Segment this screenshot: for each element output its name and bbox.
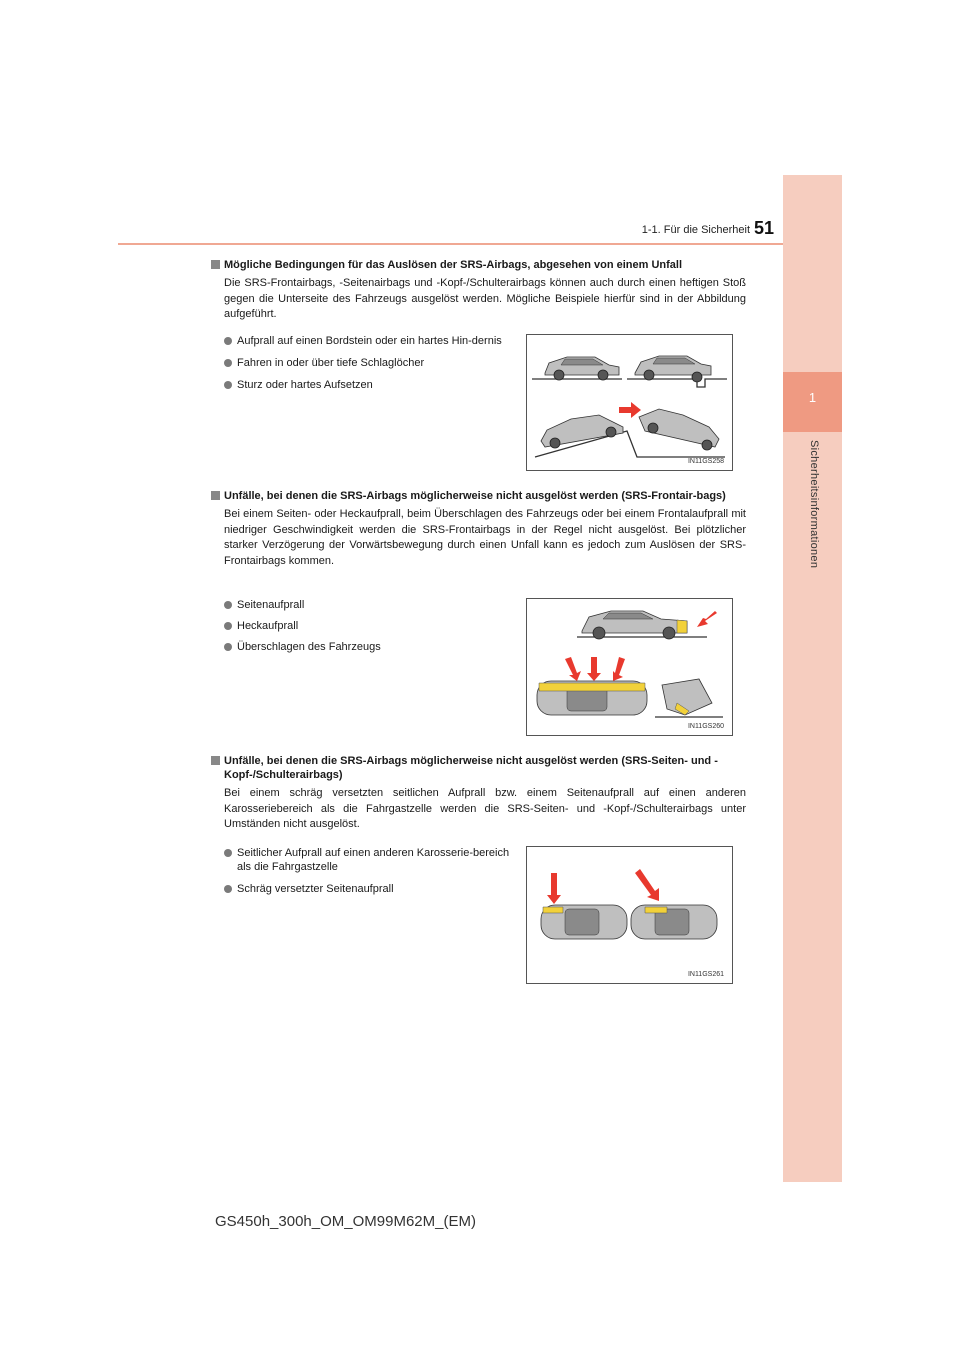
section-3-bullets (224, 846, 524, 904)
section-1-heading: Mögliche Bedingungen für das Auslösen der SRS-Airbags, abgesehen von einem Unfall (211, 258, 746, 272)
list-item: Heckaufprall (224, 619, 524, 633)
section-2-heading: Unfälle, bei denen die SRS-Airbags möglicherweise nicht ausgelöst werden (SRS-Frontair-bags) (211, 489, 746, 503)
no-sideairbag-illustration (527, 847, 732, 983)
car-rollover-icon (655, 679, 723, 717)
car-side-impact-icon (537, 657, 647, 715)
figure-no-frontairbag (526, 598, 733, 736)
figure-underbody-impact (526, 334, 733, 471)
section-2-text: Bei einem Seiten- oder Heckaufprall, beim Überschlagen des Fahrzeugs oder bei einem Frontalaufprall mit niedriger Geschwindigkeit werden die SRS-Frontairbags in der Regel nicht ausgelöst. Bei plötzlicher starker Verzögerung der Vorwärtsbewegung durch einen Unfall kann es jedoch zum Auslösen der SRS-Frontairbags kommen. (224, 508, 746, 567)
bullet-dot-icon (224, 885, 232, 893)
square-bullet-icon (211, 260, 220, 269)
document-footer: GS450h_300h_OM_OM99M62M_(EM) (215, 1213, 476, 1230)
figure-code: IN11GS260 (687, 723, 724, 730)
section-2-bullets (224, 598, 524, 662)
section-1-text: Die SRS-Frontairbags, -Seitenairbags und -Kopf-/Schulterairbags können auch durch einen heftigen Stoß gegen die Unterseite des Fahrzeugs ausgelöst werden. Mögliche Beispiele hierfür sind in der Abbildung aufgeführt. (224, 277, 746, 320)
no-frontairbag-illustration (527, 599, 732, 735)
section-3-heading: Unfälle, bei denen die SRS-Airbags möglicherweise nicht ausgelöst werden (SRS-Seiten- und -Kopf-/Schulterairbags) (211, 754, 746, 782)
section-1 (211, 258, 746, 323)
bullet-dot-icon (224, 601, 232, 609)
car-curb-icon (532, 357, 622, 380)
square-bullet-icon (211, 756, 220, 765)
list-item: Sturz oder hartes Aufsetzen (224, 378, 524, 392)
bullet-dot-icon (224, 359, 232, 367)
section-header: 1-1. Für die Sicherheit (641, 224, 750, 236)
square-bullet-icon (211, 491, 220, 500)
list-item: Seitlicher Aufprall auf einen anderen Karosserie-bereich als die Fahrgastzelle (224, 846, 517, 874)
chapter-number: 1 (808, 390, 817, 405)
section-1-bullets (224, 334, 524, 400)
list-item: Seitenaufprall (224, 598, 524, 612)
bullet-dot-icon (224, 622, 232, 630)
underbody-impact-illustration (527, 335, 732, 470)
car-side-offset-impact-icon (541, 873, 627, 939)
list-item: Aufprall auf einen Bordstein oder ein hartes Hin-dernis (224, 334, 517, 348)
chapter-side-strip (783, 175, 842, 1182)
figure-code: IN11GS261 (687, 971, 724, 978)
list-item: Fahren in oder über tiefe Schlaglöcher (224, 356, 524, 370)
header-divider (118, 243, 783, 245)
list-item: Überschlagen des Fahrzeugs (224, 640, 524, 654)
section-2 (211, 489, 746, 569)
bullet-dot-icon (224, 381, 232, 389)
chapter-label: Sicherheitsinformationen (808, 440, 820, 569)
car-rear-impact-icon (577, 611, 717, 639)
car-oblique-impact-icon (631, 869, 717, 939)
page-number: 51 (754, 218, 775, 238)
list-item: Schräg versetzter Seitenaufprall (224, 882, 524, 896)
car-pothole-icon (627, 356, 727, 387)
section-3 (211, 754, 746, 833)
section-3-text: Bei einem schräg versetzten seitlichen Aufprall bzw. einem Seitenaufprall auf einen anderen Karosseriebereich als die Fahrgastzelle werden die SRS-Seiten- und -Kopf-/Schulterairbags unter Umständen nicht ausgelöst. (224, 787, 746, 830)
figure-code: IN11GS258 (687, 458, 724, 465)
car-drop-icon (535, 402, 725, 457)
bullet-dot-icon (224, 849, 232, 857)
bullet-dot-icon (224, 643, 232, 651)
figure-no-sideairbag (526, 846, 733, 984)
bullet-dot-icon (224, 337, 232, 345)
